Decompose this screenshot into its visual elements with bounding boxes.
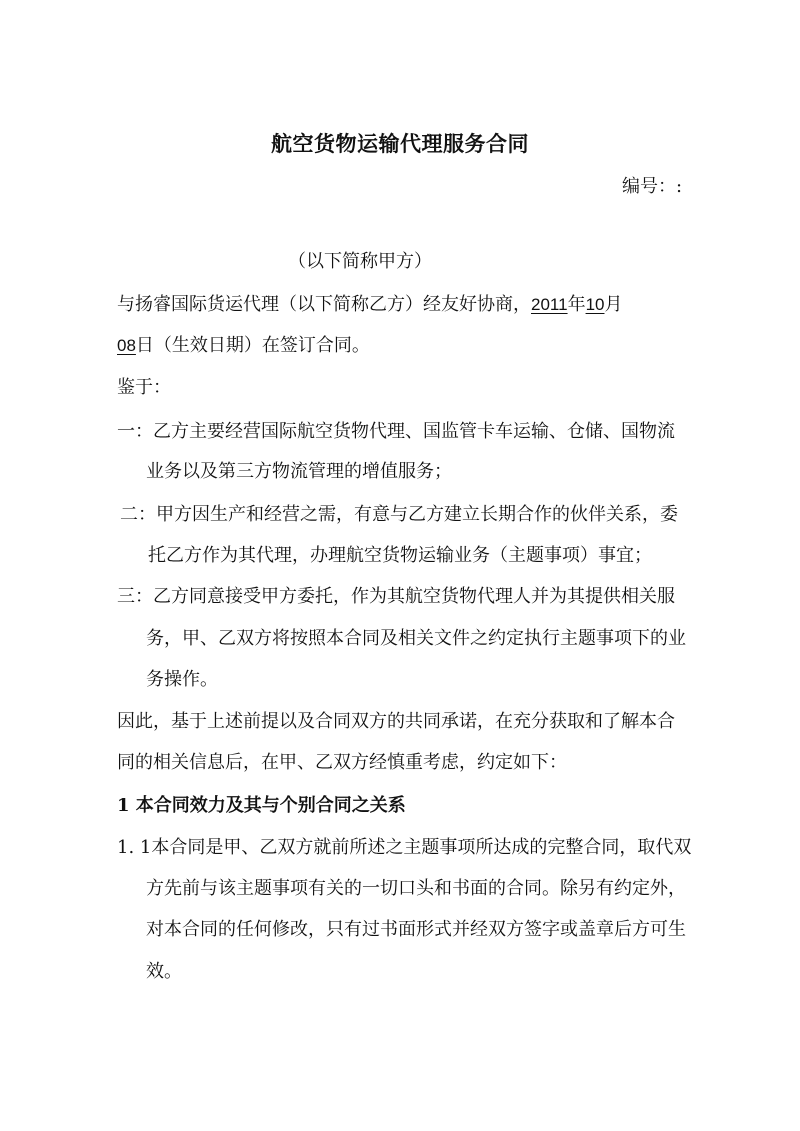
intro-text-c: 月 — [604, 294, 623, 315]
clause-1-1-line-4: 效。 — [146, 961, 182, 982]
clause-1-1-line-3: 对本合同的任何修改，只有过书面形式并经双方签字或盖章后方可生 — [146, 919, 686, 940]
therefore-line-1: 因此，基于上述前提以及合同双方的共同承诺，在充分获取和了解本合 — [117, 711, 675, 732]
clause-1-1-line-1: 1. 1本合同是甲、乙双方就前所述之主题事项所达成的完整合同，取代双 — [117, 837, 692, 858]
clause-1-1-line-2: 方先前与该主题事项有关的一切口头和书面的合同。除另有约定外， — [146, 878, 686, 899]
contract-number-label: 编号：: — [622, 176, 683, 197]
signing-month: 10 — [585, 295, 605, 314]
signing-day: 08 — [117, 336, 136, 355]
intro-line-1 — [117, 293, 622, 317]
whereas-label: 鉴于： — [117, 377, 171, 398]
intro-text-d: 日（生效日期）在签订合同。 — [135, 335, 370, 356]
item-3-line-2: 务，甲、乙双方将按照本合同及相关文件之约定执行主题事项下的业 — [146, 628, 686, 649]
document-title: 航空货物运输代理服务合同 — [271, 131, 529, 156]
signing-year: 2011 — [531, 295, 568, 314]
item-1-line-1: 一：乙方主要经营国际航空货物代理、国监管卡车运输、仓储、国物流 — [117, 421, 675, 442]
therefore-line-2: 同的相关信息后，在甲、乙双方经慎重考虑，约定如下： — [117, 752, 567, 773]
item-3-line-3: 务操作。 — [146, 669, 218, 690]
section-1-heading: 1 本合同效力及其与个别合同之关系 — [117, 795, 406, 816]
party-a-line: （以下简称甲方） — [288, 251, 432, 272]
item-3-line-1: 三：乙方同意接受甲方委托，作为其航空货物代理人并为其提供相关服 — [117, 586, 675, 607]
item-2-line-2: 托乙方作为其代理，办理航空货物运输业务（主题事项）事宜； — [148, 545, 652, 566]
item-2-line-1: 二：甲方因生产和经营之需，有意与乙方建立长期合作的伙伴关系，委 — [120, 504, 678, 525]
item-1-line-2: 业务以及第三方物流管理的增值服务； — [146, 461, 452, 482]
intro-text-a: 与扬睿国际货运代理（以下简称乙方）经友好协商， — [117, 294, 531, 315]
intro-line-2 — [117, 334, 370, 358]
intro-text-b: 年 — [567, 294, 586, 315]
